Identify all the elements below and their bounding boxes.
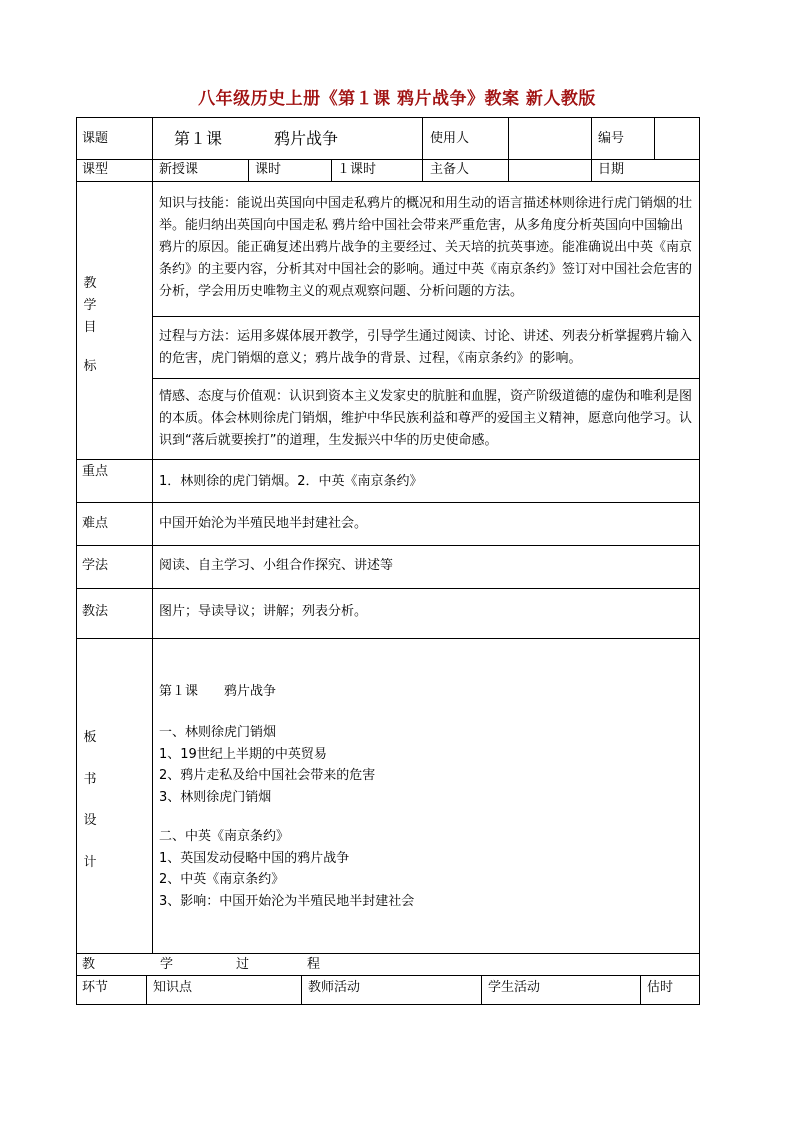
board-line: 1、19世纪上半期的中英贸易	[159, 747, 327, 762]
board-label-char: 书	[83, 772, 97, 787]
process-header-char: 学	[160, 957, 174, 972]
board-line: 1、英国发动侵略中国的鸦片战争	[159, 851, 350, 866]
document-title: 八年级历史上册《第１课 鸦片战争》教案 新人教版	[198, 89, 596, 109]
lesson-name: 鸦片战争	[274, 129, 339, 148]
objective-process: 过程与方法：运用多媒体展开教学，引导学生通过阅读、讨论、讲述、列表分析掌握鸦片输入的危害，虎门销烟的意义；鸦片战争的背景、过程，《南京条约》的影响。	[159, 329, 693, 366]
user-label: 使用人	[430, 131, 470, 146]
key-points-value: 1．林则徐的虎门销烟。2．中英《南京条约》	[159, 474, 423, 489]
process-header-char: 教	[82, 957, 96, 972]
type-label: 课型	[82, 162, 109, 177]
teaching-method-value: 图片；导读导议；讲解；列表分析。	[159, 604, 368, 619]
board-line: 3、影响：中国开始沦为半殖民地半封建社会	[159, 894, 415, 909]
objectives-label-char: 教	[83, 276, 97, 291]
study-method-value: 阅读、自主学习、小组合作探究、讲述等	[159, 558, 394, 573]
board-label-char: 板	[83, 730, 97, 745]
process-header-char: 过	[236, 957, 250, 972]
board-title: 第１课 鸦片战争	[159, 684, 277, 699]
objectives-label-char: 标	[83, 359, 97, 374]
difficulty-label: 难点	[82, 516, 109, 531]
board-label-char: 计	[83, 855, 97, 870]
key-points-label: 重点	[82, 464, 109, 479]
study-method-label: 学法	[82, 558, 109, 573]
objective-knowledge: 知识与技能：能说出英国向中国走私鸦片的概况和用生动的语言描述林则徐进行虎门销烟的壮举。能归纳出英国向中国走私 鸦片给中国社会带来严重危害，从多角度分析英国向中国输出鸦片的原因。能正确复述出鸦片战争的主要经过、关天培的抗英事迹。能准确说出中英《南京条约》的主要内容，分析其对中国社会的影响。通过中英《南京条约》签订对中国社会危害的分析，学会用历史唯物主义的观点观察问题、分析问题的方法。	[159, 196, 693, 299]
board-line: 2、中英《南京条约》	[159, 872, 285, 887]
number-label: 编号	[598, 131, 625, 146]
type-value: 新授课	[159, 162, 199, 177]
objectives-label-char: 目	[83, 320, 97, 335]
difficulty-value: 中国开始沦为半殖民地半封建社会。	[159, 516, 368, 531]
lesson-label: 课题	[82, 131, 109, 146]
board-line: 二、中英《南京条约》	[159, 829, 290, 844]
process-col-knowledge: 知识点	[153, 980, 193, 995]
board-label-char: 设	[83, 813, 97, 828]
process-header-char: 程	[307, 957, 321, 972]
process-col-teacher: 教师活动	[308, 980, 361, 995]
board-line: 一、林则徐虎门销烟	[159, 725, 277, 740]
preparer-label: 主备人	[430, 162, 470, 177]
board-line: 2、鸦片走私及给中国社会带来的危害	[159, 768, 376, 783]
process-col-time: 估时	[647, 980, 674, 995]
hours-label: 课时	[255, 162, 282, 177]
teaching-method-label: 教法	[82, 604, 109, 619]
board-line: 3、林则徐虎门销烟	[159, 790, 272, 805]
process-col-student: 学生活动	[488, 980, 541, 995]
hours-value: １课时	[337, 162, 377, 177]
date-label: 日期	[598, 162, 625, 177]
process-col-stage: 环节	[82, 980, 109, 995]
objectives-label-char: 学	[83, 298, 97, 313]
lesson-number: 第１课	[174, 129, 223, 148]
objective-emotion: 情感、态度与价值观：认识到资本主义发家史的肮脏和血腥，资产阶级道德的虚伪和唯利是图的本质。体会林则徐虎门销烟，维护中华民族利益和尊严的爱国主义精神，愿意向他学习。认识到“落后就要挨打”的道理，生发振兴中华的历史使命感。	[159, 389, 693, 448]
